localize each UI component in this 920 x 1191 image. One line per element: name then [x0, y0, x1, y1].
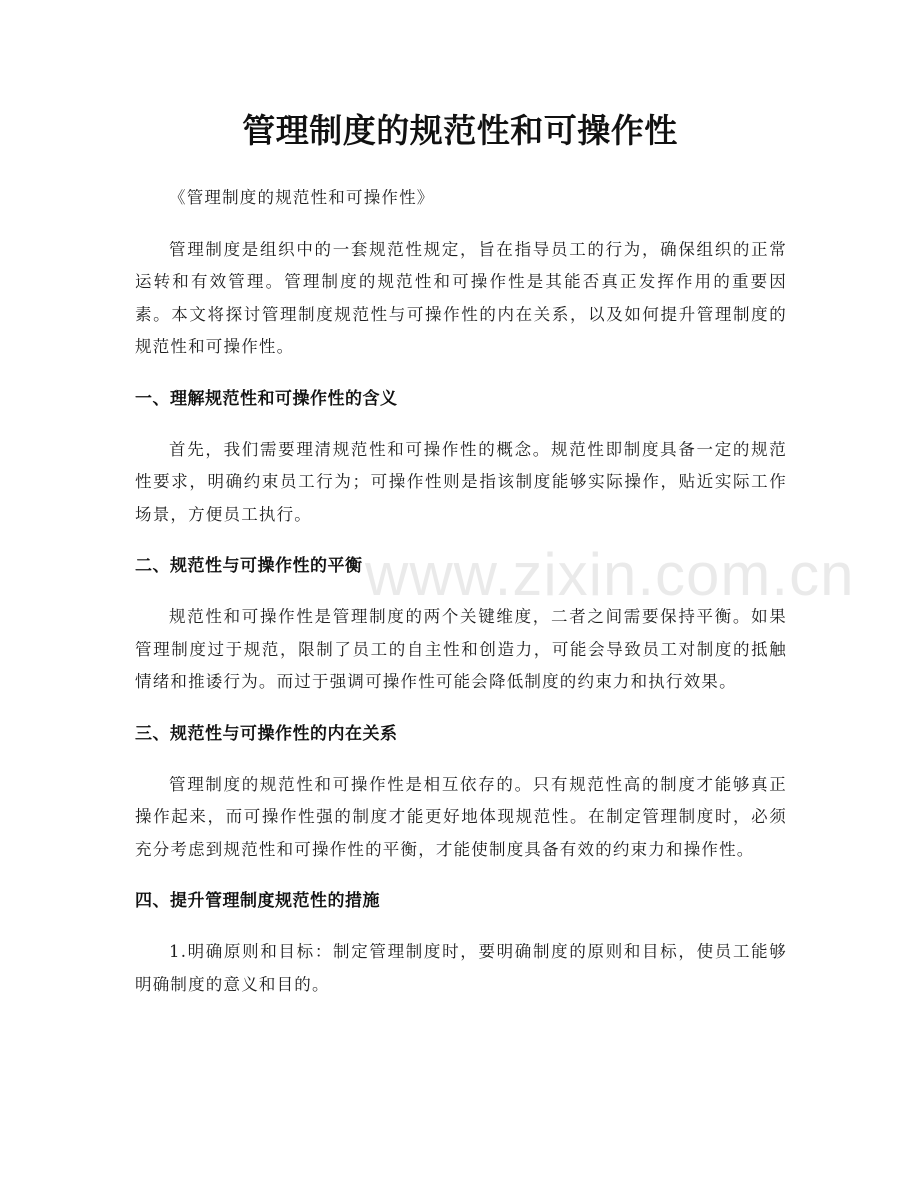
intro-paragraph: 管理制度是组织中的一套规范性规定，旨在指导员工的行为，确保组织的正常运转和有效管理。管理制度的规范性和可操作性是其能否真正发挥作用的重要因素。本文将探讨管理制度规范性与可操作性的内在关系，以及如何提升管理制度的规范性和可操作性。: [135, 239, 787, 356]
section-3-heading: 三、规范性与可操作性的内在关系: [135, 723, 398, 744]
watermark: www.zixin.com.cn: [365, 541, 855, 608]
section-2-heading: 二、规范性与可操作性的平衡: [135, 556, 363, 576]
section-3-paragraph: 管理制度的规范性和可操作性是相互依存的。只有规范性高的制度才能够真正操作起来，而可操作性强的制度才能更好地体现规范性。在制定管理制度时，必须充分考虑到规范性和可操作性的平衡，才能使制度具备有效的约束力和操作性。: [135, 774, 787, 859]
section-2-paragraph: 规范性和可操作性是管理制度的两个关键维度，二者之间需要保持平衡。如果管理制度过于规范，限制了员工的自主性和创造力，可能会导致员工对制度的抵触情绪和推诿行为。而过于强调可操作性可能会降低制度的约束力和执行效果。: [135, 607, 787, 691]
section-4-paragraph: 1.明确原则和目标：制定管理制度时，要明确制度的原则和目标，使员工能够明确制度的意义和目的。: [135, 942, 787, 994]
section-4-heading: 四、提升管理制度规范性的措施: [135, 891, 380, 911]
section-1-heading: 一、理解规范性和可操作性的含义: [135, 388, 398, 409]
document-title: 管理制度的规范性和可操作性: [242, 111, 678, 150]
section-1-paragraph: 首先，我们需要理清规范性和可操作性的概念。规范性即制度具备一定的规范性要求，明确约束员工行为；可操作性则是指该制度能够实际操作，贴近实际工作场景，方便员工执行。: [135, 439, 787, 524]
document-subtitle: 《管理制度的规范性和可操作性》: [169, 188, 435, 207]
